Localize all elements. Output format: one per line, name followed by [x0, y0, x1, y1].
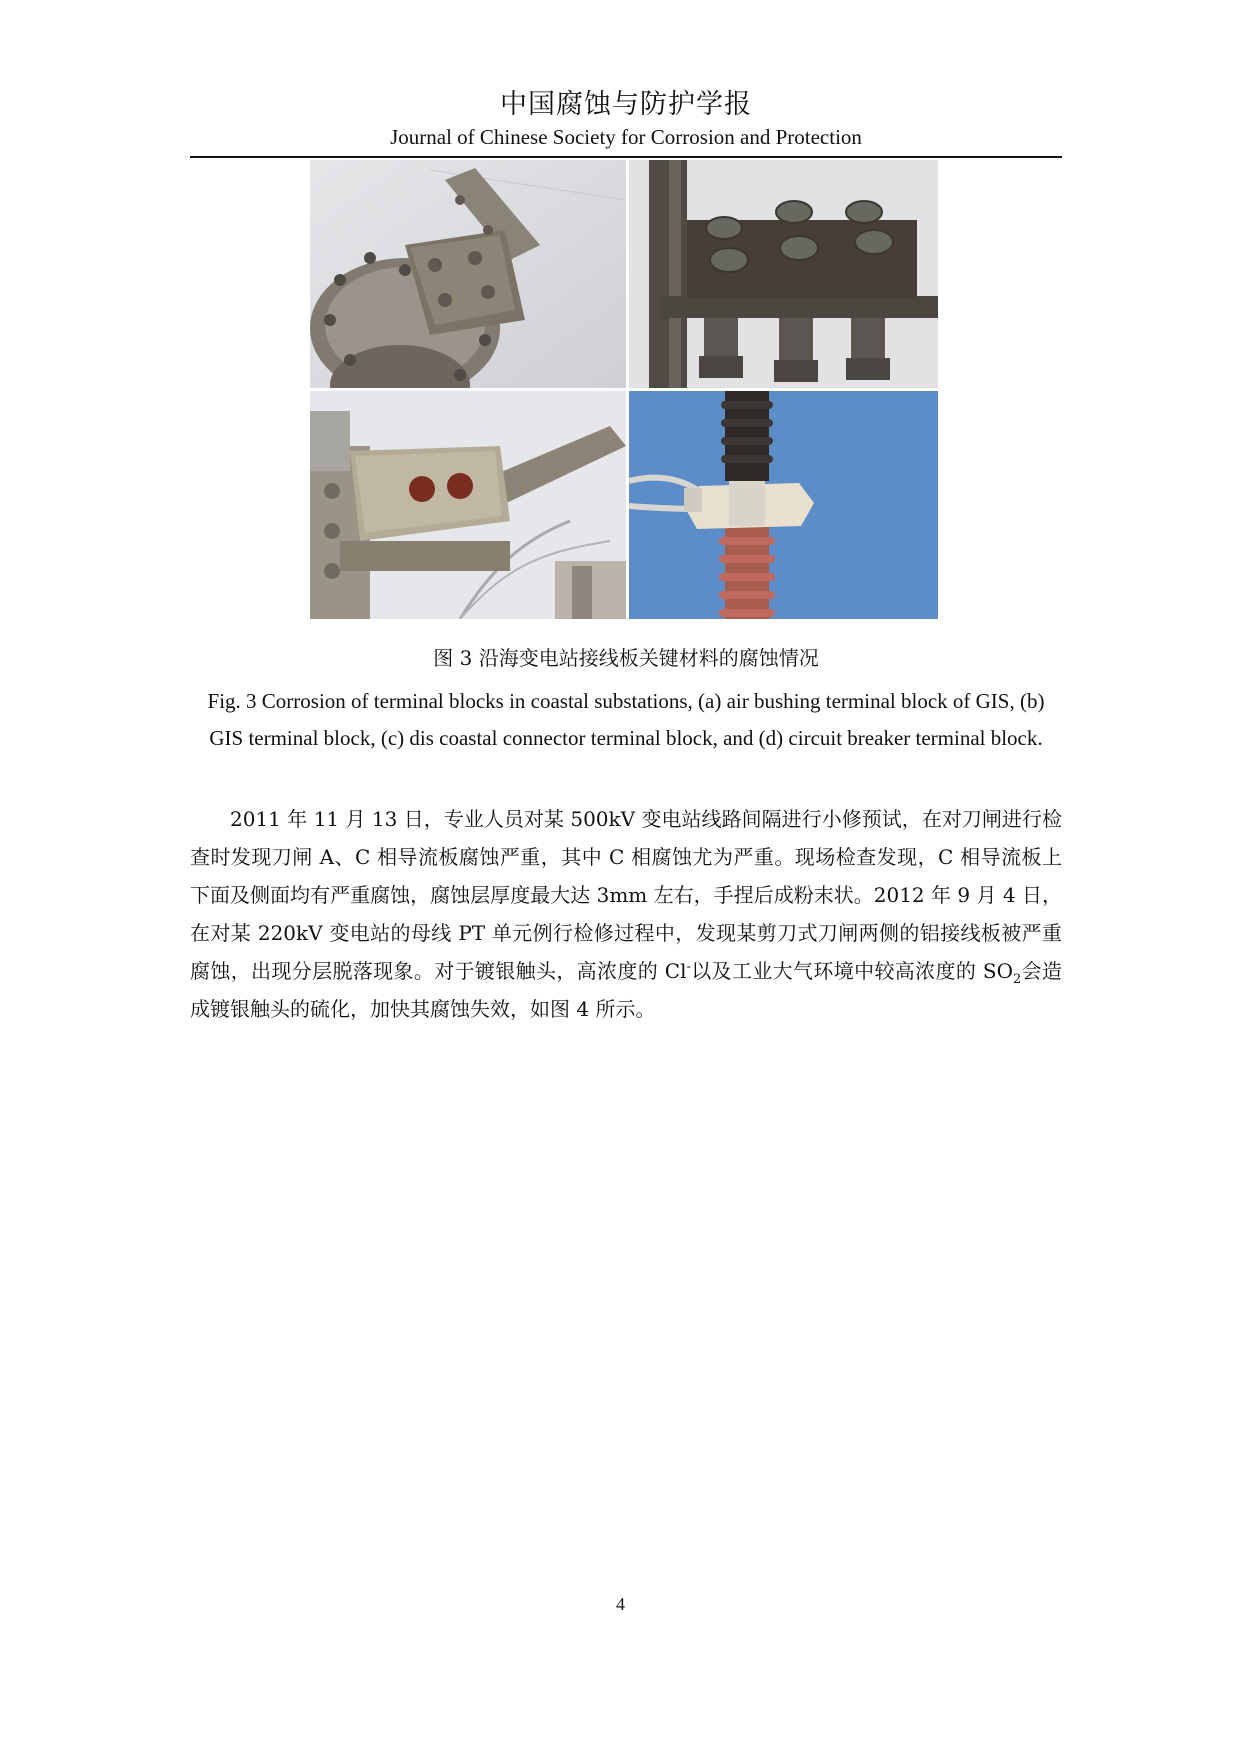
journal-title-cn: 中国腐蚀与防护学报 — [500, 89, 752, 120]
body-text-part-1: 2011 年 11 月 13 日，专业人员对某 500kV 变电站线路间隔进行小修预试，在对刀闸进行检查时发现刀闸 A、C 相导流板腐蚀严重，其中 C 相腐蚀尤为严重。现场检查发现，C 相导流板上下面及侧面均有严重腐蚀，腐蚀层厚度最大达 3mm 左右，手捏后成粉末状。2012 年 9 月 4 日，在对某 220kV 变电站的母线 PT 单元例行检修过程中，发现某剪刀式刀闸两侧的铝接线板被严重腐蚀，出现分层脱落现象。对于镀银触头，高浓度的 Cl — [190, 807, 1062, 983]
journal-header — [190, 88, 1062, 150]
page-number: 4 — [616, 1594, 625, 1614]
figure-3 — [310, 160, 938, 619]
figure-caption-cn: 图 3 沿海变电站接线板关键材料的腐蚀情况 — [433, 646, 819, 670]
chloride-superscript: - — [686, 959, 691, 975]
body-text-part-2: 以及工业大气环境中较高浓度的 SO — [690, 959, 1014, 983]
photo-circuit-breaker-terminal-block — [629, 391, 938, 619]
photo-gis-terminal-block — [629, 160, 938, 388]
figure-caption-en: Fig. 3 Corrosion of terminal blocks in coastal substations, (a) air bushing terminal block of GIS, (b) GIS terminal block, (c) dis coastal connector terminal block, and (d) circuit breaker terminal block. — [207, 689, 1045, 750]
photo-air-bushing-terminal-block — [310, 160, 626, 388]
header-rule — [190, 156, 1062, 158]
so2-subscript: 2 — [1013, 972, 1022, 987]
photo-disconnector-terminal-block — [310, 391, 626, 619]
body-paragraph — [190, 800, 1062, 1028]
body-text-part-3: 会造成镀银触头的硫化，加快其腐蚀失效，如图 4 所示。 — [190, 959, 1063, 1021]
journal-title-en: Journal of Chinese Society for Corrosion and Protection — [390, 125, 862, 149]
